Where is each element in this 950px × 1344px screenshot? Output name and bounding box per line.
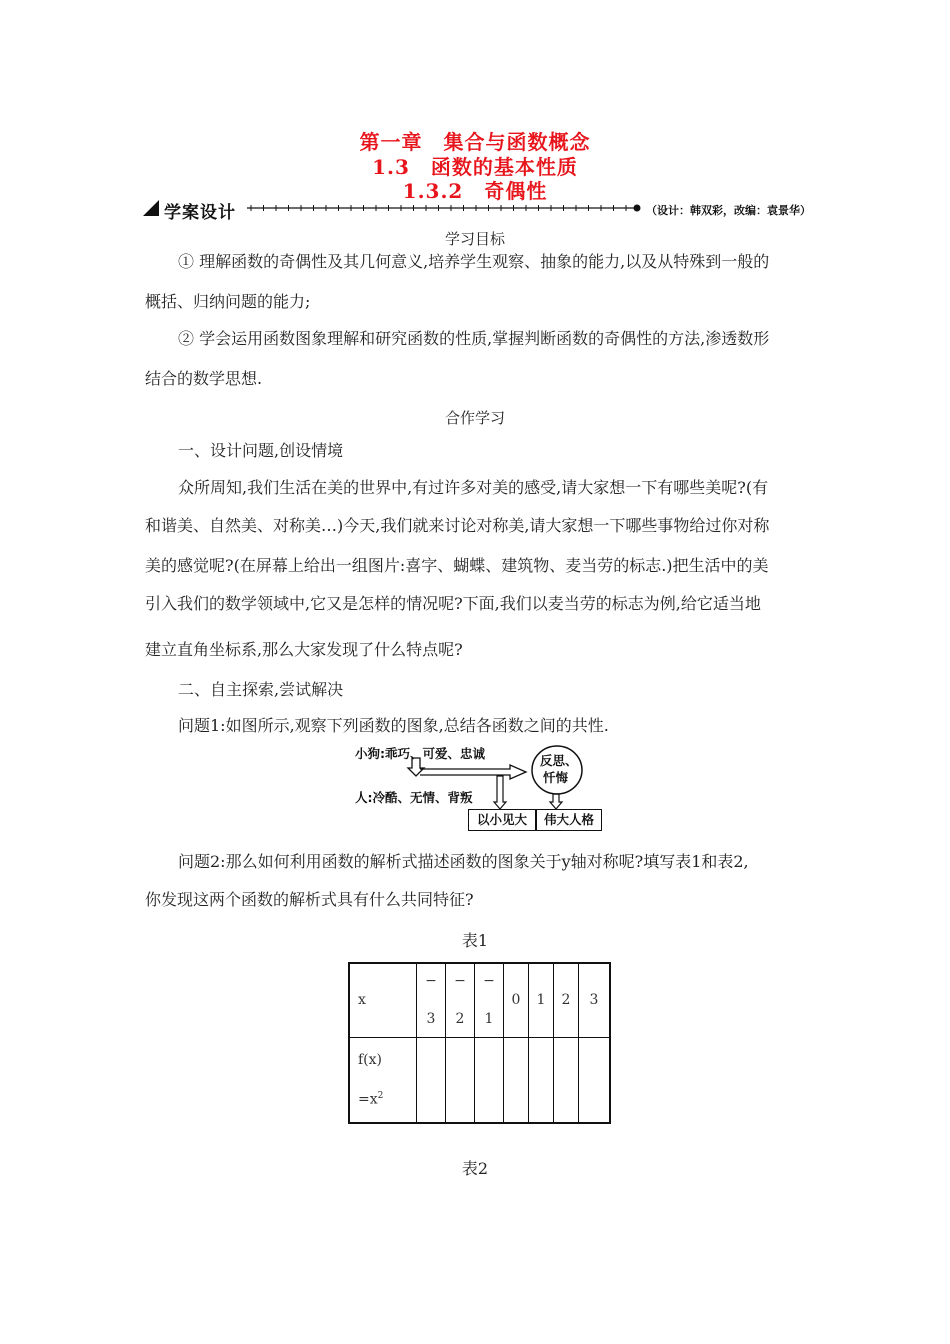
banner-end-dot-icon [634, 205, 641, 212]
table-1 [348, 962, 611, 1124]
diagram-dog-text: 小狗:乖巧、可爱、忠诚 [355, 746, 485, 761]
table-row-fx [349, 1037, 610, 1123]
question-2-line-2: 你发现这两个函数的解析式具有什么共同特征? [145, 890, 474, 909]
fx-label-line-2 [358, 1078, 416, 1118]
table-cell-empty[interactable] [529, 1037, 554, 1123]
table-cell [554, 963, 579, 1037]
concept-diagram [350, 742, 620, 834]
cell-sign: − [483, 973, 495, 990]
objective-2-line-2: 结合的数学思想. [145, 369, 263, 388]
cell-number: 3 [426, 1011, 436, 1028]
table-cell [446, 963, 475, 1037]
cell-number: 3 [589, 992, 599, 1009]
table-cell-empty[interactable] [504, 1037, 529, 1123]
table-cell [579, 963, 611, 1037]
diagram-person-text: 人:冷酷、无情、背叛 [355, 790, 473, 805]
paragraph-line-4: 引入我们的数学领域中,它又是怎样的情况呢?下面,我们以麦当劳的标志为例,给它适当地 [145, 594, 761, 613]
table-cell-fx-label [349, 1037, 417, 1123]
diagram-circle-line-1: 反思、 [540, 753, 578, 768]
table-row-x [349, 963, 610, 1037]
table-cell-x-label: x [349, 963, 417, 1037]
cell-number: 2 [455, 1011, 465, 1028]
table-2-caption: 表2 [461, 1159, 489, 1178]
diagram-circle-line-2: 忏悔 [543, 770, 569, 785]
cell-number: 1 [536, 992, 546, 1009]
paragraph-line-1: 众所周知,我们生活在美的世界中,有过许多对美的感受,请大家想一下有哪些美呢?(有 [178, 478, 769, 497]
section-title: 1.3 函数的基本性质 [372, 155, 578, 179]
cell-sign: − [454, 973, 466, 990]
banner-author-note: （设计：韩双彩，改编：袁景华） [646, 204, 811, 217]
diagram-box-2: 伟大人格 [536, 809, 602, 831]
part-1-heading: 一、设计问题,创设情境 [178, 441, 344, 460]
question-1: 问题1:如图所示,观察下列函数的图象,总结各函数之间的共性. [178, 716, 609, 735]
table-cell [529, 963, 554, 1037]
table-cell [504, 963, 529, 1037]
table-cell-empty[interactable] [417, 1037, 446, 1123]
table-1-caption: 表1 [461, 931, 489, 950]
fx-label-line-1: f(x) [358, 1051, 383, 1068]
cell-number: 2 [561, 992, 571, 1009]
banner-triangle-icon [143, 200, 159, 216]
cell-sign: − [425, 973, 437, 990]
question-2-line-1: 问题2:那么如何利用函数的解析式描述函数的图象关于y轴对称呢?填写表1和表2, [178, 852, 749, 871]
table-cell [475, 963, 504, 1037]
paragraph-line-3: 美的感觉呢?(在屏幕上给出一组图片:喜字、蝴蝶、建筑物、麦当劳的标志.)把生活中的美 [145, 556, 769, 575]
banner-label: 学案设计 [164, 203, 236, 223]
cell-number: 1 [484, 1011, 494, 1028]
chapter-title: 第一章 集合与函数概念 [359, 130, 591, 154]
objective-1-line-2: 概括、归纳问题的能力; [145, 292, 311, 311]
paragraph-line-2: 和谐美、自然美、对称美…)今天,我们就来讨论对称美,请大家想一下哪些事物给过你对称 [145, 516, 770, 535]
table-cell-empty[interactable] [446, 1037, 475, 1123]
paragraph-line-5: 建立直角坐标系,那么大家发现了什么特点呢? [145, 640, 463, 659]
cooperative-heading: 合作学习 [444, 409, 505, 427]
cell-number: 0 [511, 992, 521, 1009]
objective-1-line-1: ① 理解函数的奇偶性及其几何意义,培养学生观察、抽象的能力,以及从特殊到一般的 [178, 252, 770, 271]
table-cell [417, 963, 446, 1037]
diagram-box-1: 以小见大 [468, 809, 536, 831]
table-cell-empty[interactable] [475, 1037, 504, 1123]
table-cell-empty[interactable] [579, 1037, 611, 1123]
subsection-title: 1.3.2 奇偶性 [402, 179, 548, 203]
objective-2-line-1: ② 学会运用函数图象理解和研究函数的性质,掌握判断函数的奇偶性的方法,渗透数形 [178, 329, 770, 348]
objectives-heading: 学习目标 [444, 230, 505, 248]
part-2-heading: 二、自主探索,尝试解决 [178, 680, 344, 699]
fx-exponent: 2 [377, 1090, 384, 1101]
fx-expression: =x [358, 1091, 378, 1108]
table-cell-empty[interactable] [554, 1037, 579, 1123]
